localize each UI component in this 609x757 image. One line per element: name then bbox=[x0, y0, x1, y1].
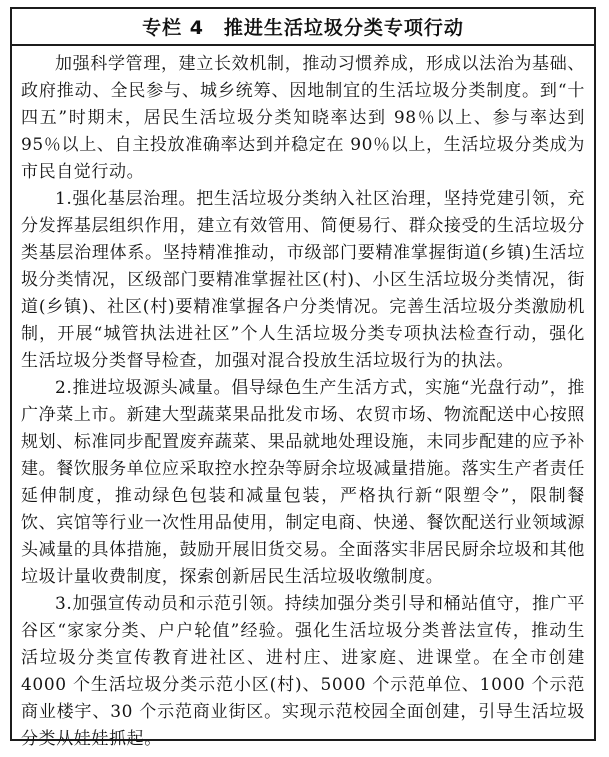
paragraph-grassroots-governance: 1.强化基层治理。把生活垃圾分类纳入社区治理，坚持党建引领，充分发挥基层组织作用，建立有效管用、简便易行、群众接受的生活垃圾分类基层治理体系。坚持精准推动，市级部门要精准掌握街道(乡镇)生活垃圾分类情况，区级部门要精准掌握社区(村)、小区生活垃圾分类情况，街道(乡镇)、社区(村)要精准掌握各户分类情况。完善生活垃圾分类激励机制，开展“城管执法进社区”个人生活垃圾分类专项执法检查行动，强化生活垃圾分类督导检查，加强对混合投放生活垃圾行为的执法。 bbox=[21, 189, 585, 371]
paragraph-publicity-demonstration: 3.加强宣传动员和示范引领。持续加强分类引导和桶站值守，推广平谷区“家家分类、户户轮值”经验。强化生活垃圾分类普法宣传，推动生活垃圾分类宣传教育进社区、进村庄、进家庭、进课堂。在全市创建 4000 个生活垃圾分类示范小区(村)、5000 个示范单位、1000 个示范商业楼宇、30 个示范商业街区。实现示范校园全面创建，引导生活垃圾分类从娃娃抓起。 bbox=[21, 594, 585, 749]
paragraph-source-reduction: 2.推进垃圾源头减量。倡导绿色生产生活方式，实施“光盘行动”，推广净菜上市。新建大型蔬菜果品批发市场、农贸市场、物流配送中心按照规划、标准同步配置废弃蔬菜、果品就地处理设施，未同步配建的应予补建。餐饮服务单位应采取控水控杂等厨余垃圾减量措施。落实生产者责任延伸制度，推动绿色包装和减量包装，严格执行新“限塑令”，限制餐饮、宾馆等行业一次性用品使用，制定电商、快递、餐饮配送行业领域源头减量的具体措施，鼓励开展旧货交易。全面落实非居民厨余垃圾和其他垃圾计量收费制度，探索创新居民生活垃圾收缴制度。 bbox=[21, 378, 585, 587]
paragraph-intro: 加强科学管理，建立长效机制，推动习惯养成，形成以法治为基础、政府推动、全民参与、城乡统筹、因地制宜的生活垃圾分类制度。到“十四五”时期末，居民生活垃圾分类知晓率达到 98％以上、参与率达到 95％以上、自主投放准确率达到并稳定在 90％以上，生活垃圾分类成为市民自觉行动。 bbox=[21, 54, 585, 182]
column-title: 专栏 4 推进生活垃圾分类专项行动 bbox=[12, 9, 594, 46]
column-box bbox=[10, 7, 596, 749]
column-body bbox=[12, 46, 594, 757]
